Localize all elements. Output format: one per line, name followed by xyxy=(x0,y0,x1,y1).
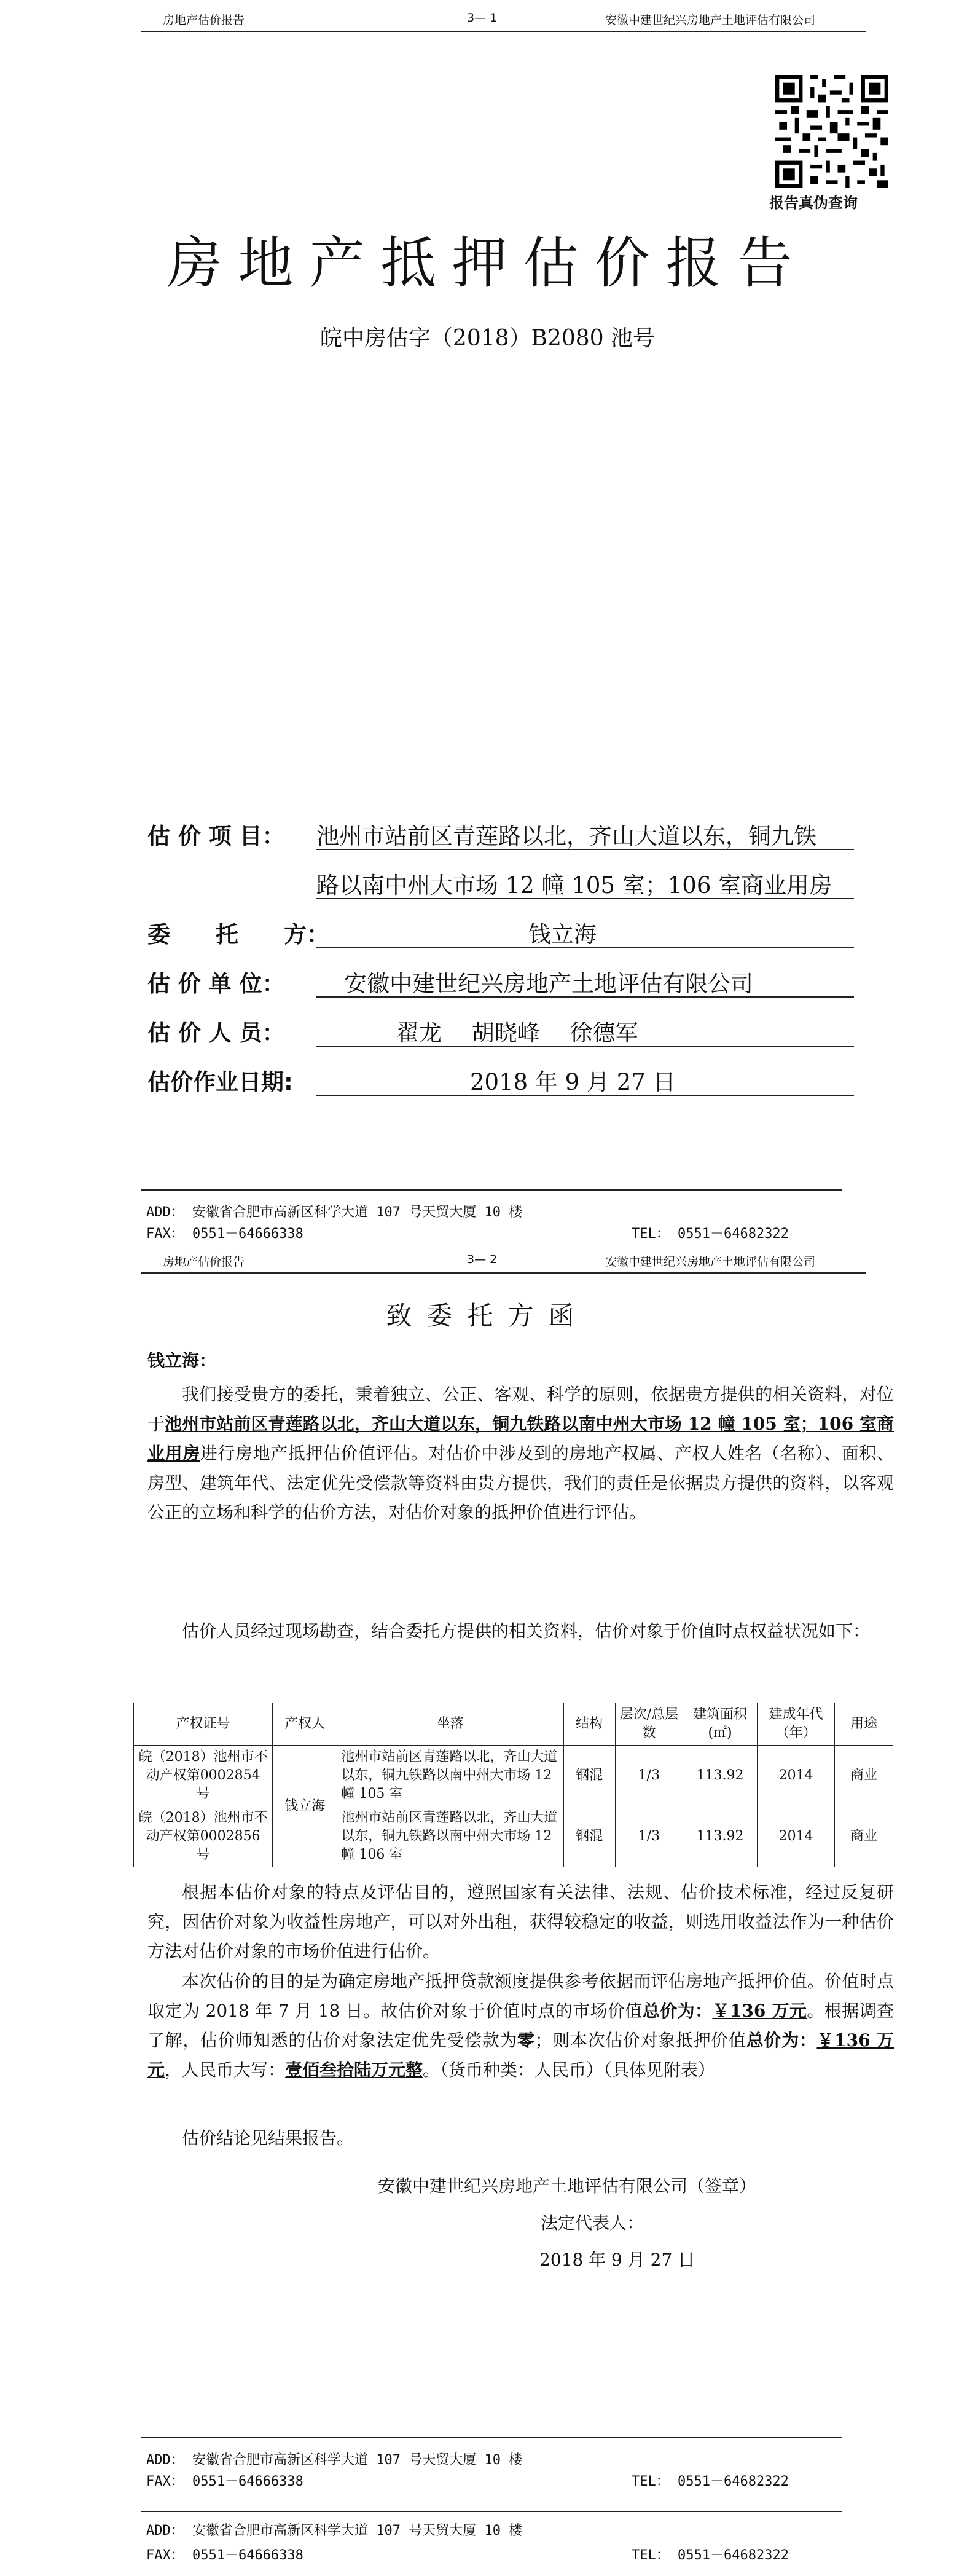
footer-fax: FAX： 0551－64666338 xyxy=(146,2548,303,2563)
footer-address: ADD： 安徽省合肥市高新区科学大道 107 号天贸大厦 10 楼 xyxy=(146,2452,523,2468)
letter-date: 2018 年 9 月 27 日 xyxy=(539,2250,695,2270)
property-address: 池州市站前区青莲路以北，齐山大道以东，铜九铁路以南中州大市场 12 幢 105 室；106 室商业用房 xyxy=(147,1414,894,1463)
client-label: 委 托 方： xyxy=(147,921,329,948)
table-row: 皖（2018）池州市不动产权第0002856 号 池州市站前区青莲路以北，齐山大道以东，铜九铁路以南中州大市场 12 幢 106 室 钢混 1/3 113.92 2014 商业 xyxy=(134,1806,893,1867)
project-value-line2: 路以南中州大市场 12 幢 105 室；106 室商业用房 xyxy=(316,872,832,899)
footer-fax: FAX： 0551－64666338 xyxy=(146,2474,303,2489)
letter-paragraph-2: 估价人员经过现场勘查，结合委托方提供的相关资料，估价对象于价值时点权益状况如下： xyxy=(182,1621,871,1641)
letter-paragraph-1: 我们接受贵方的委托，秉着独立、公正、客观、科学的原则，依据贵方提供的相关资料，对位于池州市站前区青莲路以北，齐山大道以东，铜九铁路以南中州大市场 12 幢 105 室；106 室商业用房进行房地产抵押估价值评估。对估价中涉及到的房地产权属、产权人姓名（名称）、面积、房型、建筑年代、法定优先受偿款等资料由贵方提供，我们的责任是依据贵方提供的资料，以客观公正的立场和科学的估价方法，对估价对象的抵押价值进行评估。 xyxy=(147,1384,894,1522)
legal-representative: 法定代表人： xyxy=(541,2213,644,2233)
letter-paragraph-3: 根据本估价对象的特点及评估目的，遵照国家有关法律、法规、估价技术标准，经过反复研究，因估价对象为收益性房地产，可以对外出租，获得较稳定的收益，则选用收益法作为一种估价方法对估价对象的市场价值进行估价。 xyxy=(147,1882,894,1961)
valuer-company-label: 估 价 单 位： xyxy=(147,971,285,997)
page1-header xyxy=(141,6,866,32)
header-company: 安徽中建世纪兴房地产土地评估有限公司 xyxy=(605,14,816,27)
col-structure: 结构 xyxy=(563,1703,615,1746)
work-date-label: 估价作业日期: xyxy=(147,1069,293,1095)
client-value: 钱立海 xyxy=(528,921,597,948)
footer-address: ADD： 安徽省合肥市高新区科学大道 107 号天贸大厦 10 楼 xyxy=(146,1205,523,1220)
col-location: 坐落 xyxy=(337,1703,563,1746)
valuer-staff-label: 估 价 人 员： xyxy=(147,1020,285,1046)
page2-header xyxy=(141,1248,866,1274)
col-floor: 层次/总层数 xyxy=(615,1703,683,1746)
header-page-number: 3— 2 xyxy=(467,1253,498,1266)
qr-caption: 报告真伪查询 xyxy=(769,194,858,211)
work-date-value: 2018 年 9 月 27 日 xyxy=(470,1069,676,1095)
market-value: ￥136 万元 xyxy=(712,2001,807,2021)
col-year: 建成年代（年） xyxy=(758,1703,835,1746)
footer-tel: TEL： 0551－64682322 xyxy=(632,1226,789,1242)
col-owner: 产权人 xyxy=(273,1703,337,1746)
col-area: 建筑面积(㎡) xyxy=(683,1703,758,1746)
owner-cell: 钱立海 xyxy=(273,1746,337,1867)
mortgage-value-uppercase: 壹佰叁拾陆万元整 xyxy=(285,2060,423,2080)
header-page-number: 3— 1 xyxy=(467,11,498,25)
mortgage-value: ￥136 万元 xyxy=(147,2030,894,2080)
footer-address: ADD： 安徽省合肥市高新区科学大道 107 号天贸大厦 10 楼 xyxy=(146,2523,523,2539)
header-company: 安徽中建世纪兴房地产土地评估有限公司 xyxy=(605,1255,816,1269)
letter-salutation: 钱立海： xyxy=(147,1350,217,1371)
project-value-line1: 池州市站前区青莲路以北，齐山大道以东，铜九铁 xyxy=(316,823,816,849)
letter-paragraph-4: 本次估价的目的是为确定房地产抵押贷款额度提供参考依据而评估房地产抵押价值。价值时点取定为 2018 年 7 月 18 日。故估价对象于价值时点的市场价值总价为：￥136 万元。根据调查了解，估价师知悉的估价对象法定优先受偿款为零；则本次估价对象抵押价值总价为：￥136 万元，人民币大写：壹佰叁拾陆万元整。（货币种类：人民币）（具体见附表） xyxy=(147,1971,894,2080)
valuer-company-value: 安徽中建世纪兴房地产土地评估有限公司 xyxy=(344,971,753,997)
footer-tel: TEL： 0551－64682322 xyxy=(632,2474,789,2489)
col-cert-no: 产权证号 xyxy=(134,1703,273,1746)
header-report-name: 房地产估价报告 xyxy=(163,14,245,27)
footer-tel: TEL： 0551－64682322 xyxy=(632,2548,789,2563)
letter-paragraph-5: 估价结论见结果报告。 xyxy=(182,2128,354,2148)
valuer-staff-value: 翟龙 胡晓峰 徐德军 xyxy=(396,1020,638,1046)
header-report-name: 房地产估价报告 xyxy=(163,1255,245,1269)
table-header-row xyxy=(134,1703,893,1746)
col-use: 用途 xyxy=(835,1703,893,1746)
report-title: 房地产抵押估价报告 xyxy=(166,231,809,296)
property-rights-table xyxy=(133,1703,893,1867)
footer-fax: FAX： 0551－64666338 xyxy=(146,1226,303,1242)
table-row: 皖（2018）池州市不动产权第0002854 号 钱立海 池州市站前区青莲路以北，齐山大道以东，铜九铁路以南中州大市场 12 幢 105 室 钢混 1/3 113.92 2014 商业 xyxy=(134,1746,893,1806)
report-number: 皖中房估字（2018）B2080 池号 xyxy=(319,326,656,351)
letter-title: 致委托方函 xyxy=(386,1301,589,1331)
signing-company: 安徽中建世纪兴房地产土地评估有限公司（签章） xyxy=(378,2176,757,2196)
qr-code-icon[interactable] xyxy=(775,75,888,188)
project-label: 估 价 项 目： xyxy=(147,823,285,849)
